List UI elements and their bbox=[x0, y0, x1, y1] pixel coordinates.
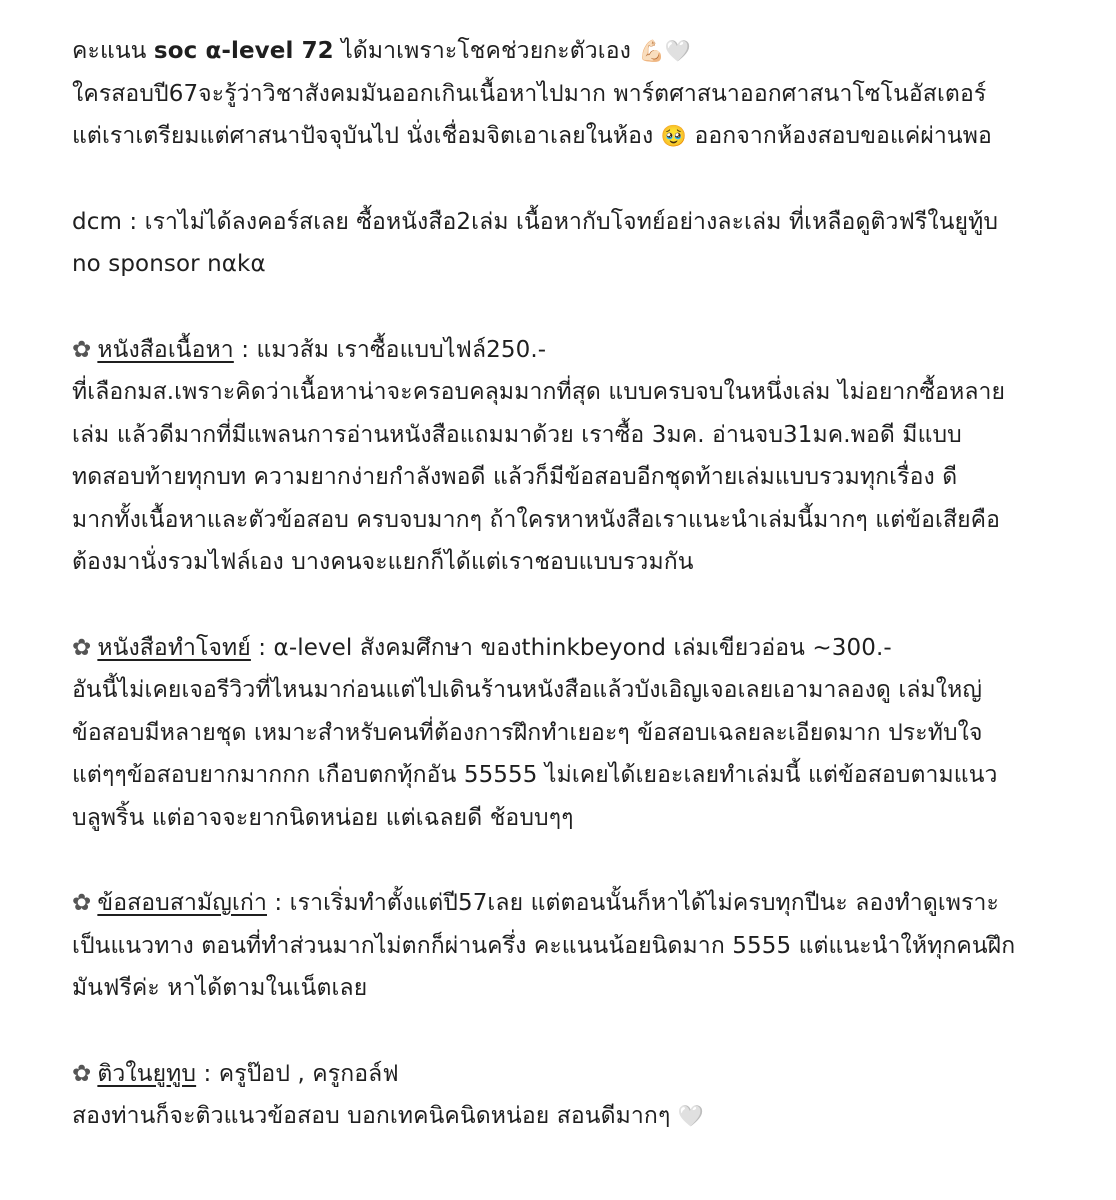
section-line: แต่ๆๆข้อสอบยากมากกก เกือบตกทุ้กอัน 55555 ไม่เคยได้เยอะเลยทำเล่มนี้ แต่ข้อสอบตามแนว bbox=[72, 762, 998, 788]
section-title: หนังสือเนื้อหา bbox=[97, 336, 234, 363]
section-heading-text: : เราเริ่มทำตั้งแต่ปี57เลย แต่ตอนนั้นก็หาได้ไม่ครบทุกปีนะ ลองทำดูเพราะ bbox=[266, 890, 999, 916]
section-heading bbox=[72, 627, 1082, 670]
section-old-exams bbox=[72, 882, 1082, 1010]
white-heart-icon: 🤍 bbox=[677, 1104, 705, 1128]
section-line: ข้อสอบมีหลายชุด เหมาะสำหรับคนที่ต้องการฝึกทำเยอะๆ ข้อสอบเฉลยละเอียดมาก ประทับใจ bbox=[72, 719, 983, 746]
spacer bbox=[72, 1010, 1082, 1053]
intro-line-2: ใครสอบปี67จะรู้ว่าวิชาสังคมมันออกเกินเนื้อหาไปมาก พาร์ตศาสนาออกศาสนาโซโนอัสเตอร์ bbox=[72, 80, 987, 107]
intro-paragraph bbox=[72, 30, 1082, 158]
section-line: ทดสอบท้ายทุกบท ความยากง่ายกำลังพอดี แล้วก็มีข้อสอบอีกชุดท้ายเล่มแบบรวมทุกเรื่อง ดี bbox=[72, 464, 958, 490]
spacer bbox=[72, 286, 1082, 329]
pleading-face-icon: 🥹 bbox=[660, 124, 688, 148]
intro-suffix: ได้มาเพราะโชคช่วยกะตัวเอง bbox=[333, 38, 632, 64]
flexed-biceps-heart-icon: 💪🏻🤍 bbox=[638, 39, 691, 63]
intro-line-1 bbox=[72, 30, 1082, 73]
section-line bbox=[72, 1095, 1082, 1138]
flower-bullet-icon: ✿ bbox=[72, 336, 92, 363]
dcm-line-2: no sponsor nαkα bbox=[72, 251, 266, 277]
section-heading bbox=[72, 329, 1082, 372]
spacer bbox=[72, 158, 1082, 201]
section-line: เล่ม แล้วดีมากที่มีแพลนการอ่านหนังสือแถมมาด้วย เราซื้อ 3มค. อ่านจบ31มค.พอดี มีแบบ bbox=[72, 421, 962, 448]
section-youtube-tutors bbox=[72, 1053, 1082, 1138]
section-title: หนังสือทำโจทย์ bbox=[97, 634, 251, 661]
intro-line-3b: ออกจากห้องสอบขอแค่ผ่านพอ bbox=[687, 123, 992, 149]
spacer bbox=[72, 584, 1082, 627]
section-line: บลูพริ้น แต่อาจจะยากนิดหน่อย แต่เฉลยดี ช้อบบๆๆ bbox=[72, 804, 574, 831]
section-practice-book bbox=[72, 627, 1082, 840]
flower-bullet-icon: ✿ bbox=[72, 890, 92, 916]
section-heading bbox=[72, 1053, 1082, 1096]
intro-score: soc α-level 72 bbox=[153, 38, 334, 64]
flower-bullet-icon: ✿ bbox=[72, 1060, 92, 1087]
document bbox=[72, 30, 1082, 1138]
section-content-book bbox=[72, 329, 1082, 584]
section-heading-text: : α-level สังคมศึกษา ของthinkbeyond เล่มเขียวอ่อน ~300.- bbox=[250, 634, 892, 661]
section-heading-text: : ครูป๊อป , ครูกอล์ฟ bbox=[196, 1060, 399, 1087]
flower-bullet-icon: ✿ bbox=[72, 634, 92, 661]
intro-prefix: คะแนน bbox=[72, 38, 154, 64]
section-line: อันนี้ไม่เคยเจอรีวิวที่ไหนมาก่อนแต่ไปเดินร้านหนังสือแล้วบังเอิญเจอเลยเอามาลองดู เล่มใหญ่ bbox=[72, 677, 983, 703]
section-title: ข้อสอบสามัญเก่า bbox=[97, 890, 267, 916]
intro-line-3a: แต่เราเตรียมแต่ศาสนาปัจจุบันไป นั่งเชื่อมจิตเอาเลยในห้อง bbox=[72, 123, 654, 149]
section-line-text: สองท่านก็จะติวแนวข้อสอบ บอกเทคนิคนิดหน่อย สอนดีมากๆ bbox=[72, 1103, 671, 1129]
dcm-paragraph bbox=[72, 201, 1082, 286]
section-heading-text: : แมวส้ม เราซื้อแบบไฟล์250.- bbox=[233, 336, 547, 363]
section-line: เป็นแนวทาง ตอนที่ทำส่วนมากไม่ตกก็ผ่านครึ่ง คะแนนน้อยนิดมาก 5555 แต่แนะนำให้ทุกคนฝึก bbox=[72, 932, 1016, 959]
intro-line-3 bbox=[72, 115, 1082, 158]
section-line: มันฟรีค่ะ หาได้ตามในเน็ตเลย bbox=[72, 975, 368, 1001]
dcm-line-1: dcm : เราไม่ได้ลงคอร์สเลย ซื้อหนังสือ2เล่ม เนื้อหากับโจทย์อย่างละเล่ม ที่เหลือดูติวฟรีในยูทู้บ bbox=[72, 208, 999, 235]
section-heading bbox=[72, 882, 1082, 925]
section-line: มากทั้งเนื้อหาและตัวข้อสอบ ครบจบมากๆ ถ้าใครหาหนังสือเราแนะนำเล่มนี้มากๆ แต่ข้อเสียคือ bbox=[72, 506, 1001, 533]
section-line: ต้องมานั่งรวมไฟล์เอง บางคนจะแยกก็ได้แต่เราชอบแบบรวมกัน bbox=[72, 549, 694, 575]
section-line: ที่เลือกมส.เพราะคิดว่าเนื้อหาน่าจะครอบคลุมมากที่สุด แบบครบจบในหนึ่งเล่ม ไม่อยากซื้อหลาย bbox=[72, 379, 1006, 405]
spacer bbox=[72, 839, 1082, 882]
section-title: ติวในยูทูบ bbox=[97, 1060, 197, 1087]
